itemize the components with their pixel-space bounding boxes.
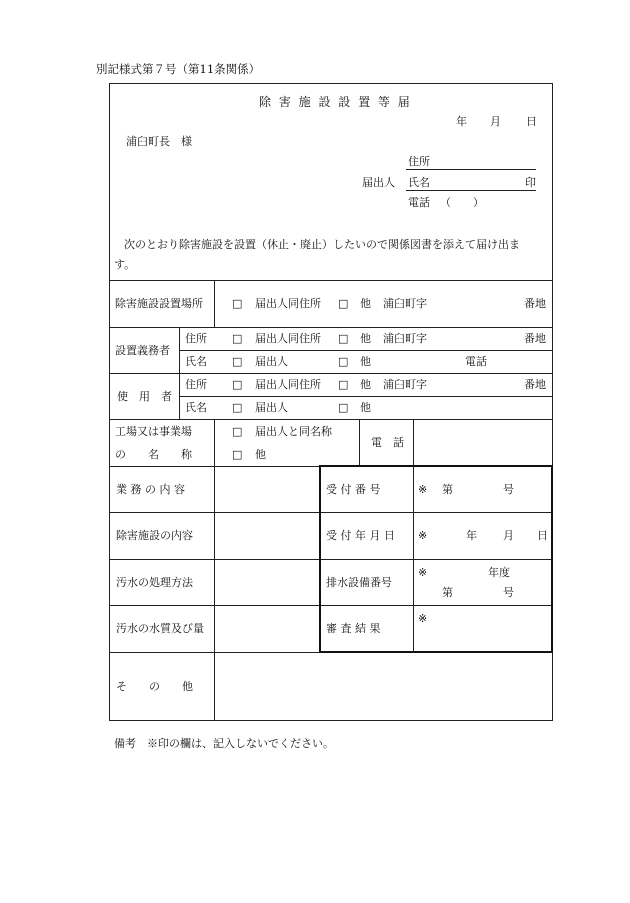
user-address-label: 住所	[185, 378, 207, 391]
option-same-name: 届出人と同名称	[255, 425, 332, 438]
factory-phone-label: 電 話	[371, 436, 404, 449]
date-month: 月	[490, 115, 501, 128]
banchi-label: 番地	[524, 332, 546, 345]
date-year: 年	[456, 115, 467, 128]
receipt-day: 日	[537, 529, 548, 542]
form-title: 除 害 施 設 設 置 等 届	[259, 95, 412, 109]
business-label: 業 務 の 内 容	[116, 483, 185, 496]
statement-line-1: 次のとおり除害施設を設置（休止・廃止）したいので関係図書を添えて届け出ま	[124, 238, 520, 251]
row-line	[109, 419, 553, 420]
checkbox[interactable]: □	[232, 378, 243, 391]
option-other: 他	[360, 355, 371, 368]
addressee: 浦臼町長 様	[126, 135, 192, 148]
office-box-right	[551, 465, 553, 653]
checkbox[interactable]: □	[338, 297, 349, 310]
town-label: 浦臼町字	[383, 378, 427, 391]
other-label: そ の 他	[116, 680, 193, 693]
option-same-address: 届出人同住所	[255, 297, 321, 310]
form-number: 別記様式第７号（第11条関係）	[96, 62, 261, 76]
col-line	[214, 419, 215, 721]
row-line	[109, 327, 553, 328]
banchi-label: 番地	[524, 378, 546, 391]
receipt-number-label: 受 付 番 号	[326, 483, 381, 496]
receipt-go: 号	[503, 483, 514, 496]
installer-phone-label: 電話	[465, 355, 487, 368]
drain-go: 号	[503, 586, 514, 599]
receipt-dai: 第	[442, 483, 453, 496]
col-line	[179, 327, 180, 419]
review-result-label: 審 査 結 果	[326, 622, 381, 635]
row-line	[179, 396, 553, 397]
date-day: 日	[526, 115, 537, 128]
table-top-line	[109, 280, 553, 281]
address-underline	[406, 169, 536, 170]
name-underline	[406, 190, 536, 191]
remarks: 備考 ※印の欄は、記入しないでください。	[114, 737, 334, 750]
office-mark: ※	[418, 612, 428, 625]
applicant-name-label: 氏名	[408, 176, 430, 189]
applicant-address-label: 住所	[408, 155, 430, 168]
option-other: 他	[360, 297, 371, 310]
checkbox[interactable]: □	[232, 355, 243, 368]
office-box-bottom	[319, 651, 553, 653]
office-col-line	[413, 466, 414, 652]
town-label: 浦臼町字	[383, 332, 427, 345]
office-box-top	[319, 465, 553, 467]
quality-label: 汚水の水質及び量	[116, 622, 204, 635]
seal-mark: 印	[525, 176, 536, 189]
factory-label-line2: の 名 称	[115, 448, 192, 461]
user-name-label: 氏名	[185, 401, 207, 414]
option-same-address: 届出人同住所	[255, 378, 321, 391]
row-line	[109, 373, 553, 374]
checkbox[interactable]: □	[232, 448, 243, 461]
option-same-address: 届出人同住所	[255, 332, 321, 345]
drain-nendo: 年度	[488, 566, 510, 579]
checkbox[interactable]: □	[232, 297, 243, 310]
facility-label: 除害施設の内容	[116, 529, 193, 542]
option-other: 他	[360, 378, 371, 391]
option-other: 他	[255, 448, 266, 461]
statement-line-2: す。	[114, 258, 136, 271]
town-label: 浦臼町字	[383, 297, 427, 310]
installer-address-label: 住所	[185, 332, 207, 345]
office-box-left	[319, 465, 321, 653]
applicant-phone-label: 電話	[408, 196, 430, 209]
office-row-line	[319, 605, 553, 606]
applicant-phone-paren: （ ）	[440, 196, 484, 209]
drain-number-label: 排水設備番号	[326, 576, 392, 589]
user-label: 使 用 者	[117, 390, 172, 403]
receipt-date-label: 受 付 年 月 日	[326, 529, 395, 542]
checkbox[interactable]: □	[232, 425, 243, 438]
office-mark: ※	[418, 566, 428, 579]
office-row-line	[319, 512, 553, 513]
location-label: 除害施設設置場所	[115, 297, 203, 310]
drain-dai: 第	[442, 586, 453, 599]
treatment-label: 汚水の処理方法	[116, 576, 193, 589]
checkbox[interactable]: □	[338, 332, 349, 345]
checkbox[interactable]: □	[338, 401, 349, 414]
banchi-label: 番地	[524, 297, 546, 310]
col-line	[413, 419, 414, 466]
col-line	[214, 280, 215, 327]
checkbox[interactable]: □	[232, 332, 243, 345]
office-mark: ※	[418, 483, 428, 496]
receipt-month: 月	[503, 529, 514, 542]
checkbox[interactable]: □	[338, 378, 349, 391]
installer-label: 設置義務者	[115, 344, 170, 357]
office-row-line	[319, 559, 553, 560]
checkbox[interactable]: □	[232, 401, 243, 414]
installer-name-label: 氏名	[185, 355, 207, 368]
receipt-year: 年	[466, 529, 477, 542]
option-applicant: 届出人	[255, 355, 288, 368]
option-applicant: 届出人	[255, 401, 288, 414]
office-mark: ※	[418, 529, 428, 542]
row-line	[179, 350, 553, 351]
option-other: 他	[360, 332, 371, 345]
option-other: 他	[360, 401, 371, 414]
col-line	[359, 419, 360, 466]
applicant-label: 届出人	[362, 176, 395, 189]
checkbox[interactable]: □	[338, 355, 349, 368]
factory-label-line1: 工場又は事業場	[115, 425, 192, 438]
